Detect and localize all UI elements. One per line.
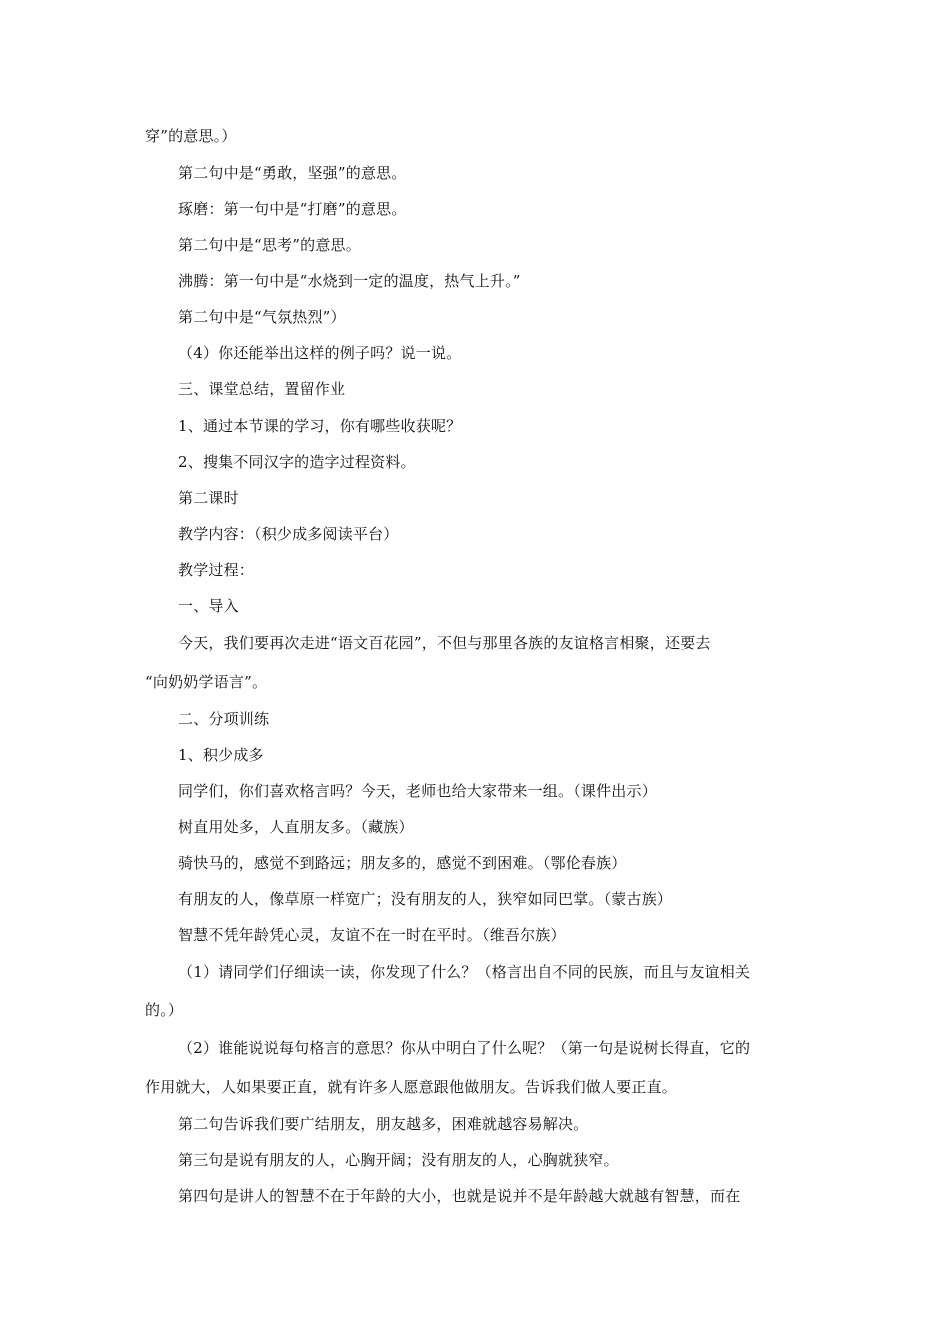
section-heading: 二、分项训练 [178,710,270,728]
section-heading: 一、导入 [178,597,239,615]
text-line: 琢磨：第一句中是“打磨”的意思。 [178,200,407,218]
text-line: （1）请同学们仔细读一读，你发现了什么？（格言出自不同的民族，而且与友谊相关 [178,963,751,981]
text-line: 2、搜集不同汉字的造字过程资料。 [178,453,416,471]
text-line: 同学们，你们喜欢格言吗？今天，老师也给大家带来一组。（课件出示） [178,782,657,800]
text-line: 穿”的意思。） [145,127,237,145]
text-line: 教学内容：（积少成多阅读平台） [178,525,399,543]
text-line: 第二句中是“思考”的意思。 [178,236,361,254]
proverb-line: 智慧不凭年龄凭心灵，友谊不在一时在平时。（维吾尔族） [178,926,566,944]
text-line: “向奶奶学语言”。 [145,673,268,691]
proverb-line: 有朋友的人，像草原一样宽广；没有朋友的人，狭窄如同巴掌。（蒙古族） [178,890,673,908]
text-line: （4）你还能举出这样的例子吗？说一说。 [178,344,462,362]
text-line: 第四句是讲人的智慧不在于年龄的大小，也就是说并不是年龄越大就越有智慧，而在 [178,1187,741,1205]
text-line: （2）谁能说说每句格言的意思？你从中明白了什么呢？（第一句是说树长得直，它的 [178,1039,751,1057]
text-line: 作用就大，人如果要正直，就有许多人愿意跟他做朋友。告诉我们做人要正直。 [145,1078,678,1096]
section-heading: 1、积少成多 [178,746,264,764]
text-line: 的。） [145,1001,184,1019]
text-line: 沸腾：第一句中是“水烧到一定的温度，热气上升。” [178,272,521,290]
proverb-line: 骑快马的，感觉不到路远；朋友多的，感觉不到困难。（鄂伦春族） [178,854,627,872]
text-line: 教学过程： [178,561,255,579]
proverb-line: 树直用处多，人直朋友多。（藏族） [178,818,414,836]
text-line: 1、通过本节课的学习，你有哪些收获呢？ [178,417,462,435]
text-line: 第二句告诉我们要广结朋友，朋友越多，困难就越容易解决。 [178,1115,589,1133]
text-line: 第二句中是“勇敢，坚强”的意思。 [178,164,407,182]
section-heading: 第二课时 [178,489,239,507]
text-line: 第三句是说有朋友的人，心胸开阔；没有朋友的人，心胸就狭窄。 [178,1151,619,1169]
text-line: 第二句中是“气氛热烈”） [178,308,346,326]
text-line: 今天，我们要再次走进“语文百花园”，不但与那里各族的友谊格言相聚，还要去 [178,634,711,652]
section-heading: 三、课堂总结，置留作业 [178,380,346,398]
